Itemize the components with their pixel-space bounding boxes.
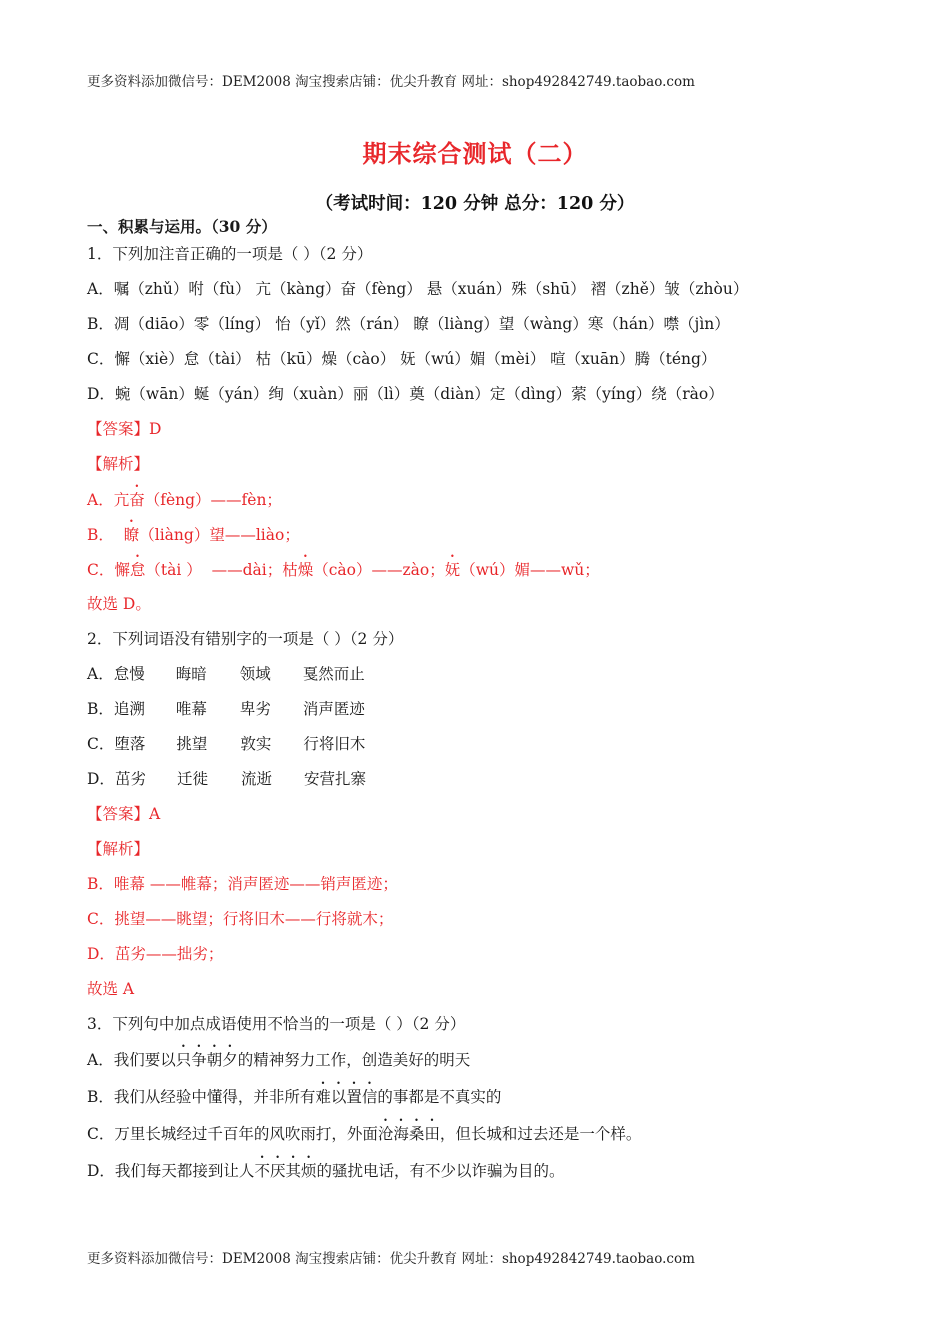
page-header: 更多资料添加微信号：DEM2008 淘宝搜索店铺：优尖升教育 网址：shop492842749.taobao.com: [87, 74, 695, 90]
exam-info: （考试时间：120 分钟 总分：120 分）: [315, 194, 635, 214]
q2-option-b: B．追溯 唯幕 卑劣 消声匿迹: [87, 700, 365, 718]
q2-explanation-c: C．挑望——眺望；行将旧木——行将就木；: [87, 910, 394, 928]
page-footer: 更多资料添加微信号：DEM2008 淘宝搜索店铺：优尖升教育 网址：shop492842749.taobao.com: [87, 1251, 695, 1267]
page-title: 期末综合测试（二）: [362, 139, 588, 168]
q2-answer: 【答案】A: [87, 805, 161, 823]
q3-option-b: B．我们从经验中懂得，并非所有难以置信的事都是不真实的: [87, 1088, 502, 1106]
q2-option-a: A．怠慢 晦暗 领域 戛然而止: [87, 665, 365, 683]
q3-option-d: D．我们每天都接到让人不厌其烦的骚扰电话，有不少以诈骗为目的。: [87, 1162, 565, 1180]
q2-explanation-b: B．唯幕 ——帷幕；消声匿迹——销声匿迹；: [87, 875, 398, 893]
q1-option-b: B．凋（diāo）零（líng） 怡（yǐ）然（rán） 瞭（liàng）望（wàng）寒（hán）噤（jìn）: [87, 315, 730, 333]
q1-explanation-b: B． 瞭（liàng）望——liào；: [87, 526, 300, 544]
q1-option-c: C．懈（xiè）怠（tài） 枯（kū）燥（cào） 妩（wú）媚（mèi） 喧（xuān）腾（téng）: [87, 350, 717, 368]
q1-option-a: A．嘱（zhǔ）咐（fù） 亢（kàng）奋（fèng） 悬（xuán）殊（shū） 褶（zhě）皱（zhòu）: [87, 280, 749, 298]
q1-stem: 1．下列加注音正确的一项是（ ）（2 分）: [87, 245, 373, 263]
q2-option-d: D．茁劣 迁徙 流逝 安营扎寨: [87, 770, 366, 788]
document-body: [87, 217, 887, 1190]
q1-explanation-a: A．亢奋（fèng）——fèn；: [87, 491, 282, 509]
q1-conclusion: 故选 D。: [87, 595, 151, 613]
q2-option-c: C．堕落 挑望 敦实 行将旧木: [87, 735, 366, 753]
q2-stem: 2．下列词语没有错别字的一项是（ ）（2 分）: [87, 630, 404, 648]
q2-explanation-d: D．茁劣——拙劣；: [87, 945, 224, 963]
q1-explanation-c: C．懈怠（tài ） ——dài；枯燥（cào）——zào；妩（wú）媚——wǔ；: [87, 561, 600, 579]
q3-option-c: C．万里长城经过千百年的风吹雨打，外面沧海桑田，但长城和过去还是一个样。: [87, 1125, 642, 1143]
q1-option-d: D．蜿（wān）蜒（yán）绚（xuàn）丽（lì）奠（diàn）定（dìng）萦（yíng）绕（rào）: [87, 385, 724, 403]
q3-option-a: A．我们要以只争朝夕的精神努力工作，创造美好的明天: [87, 1051, 471, 1069]
q1-answer: 【答案】D: [87, 420, 162, 438]
q2-conclusion: 故选 A: [87, 980, 135, 998]
section-heading: 一、积累与运用。（30 分）: [87, 217, 277, 236]
q3-stem: 3．下列句中加点成语使用不恰当的一项是（ ）（2 分）: [87, 1015, 466, 1033]
q1-analysis-label: 【解析】: [87, 455, 150, 473]
q2-analysis-label: 【解析】: [87, 840, 150, 858]
